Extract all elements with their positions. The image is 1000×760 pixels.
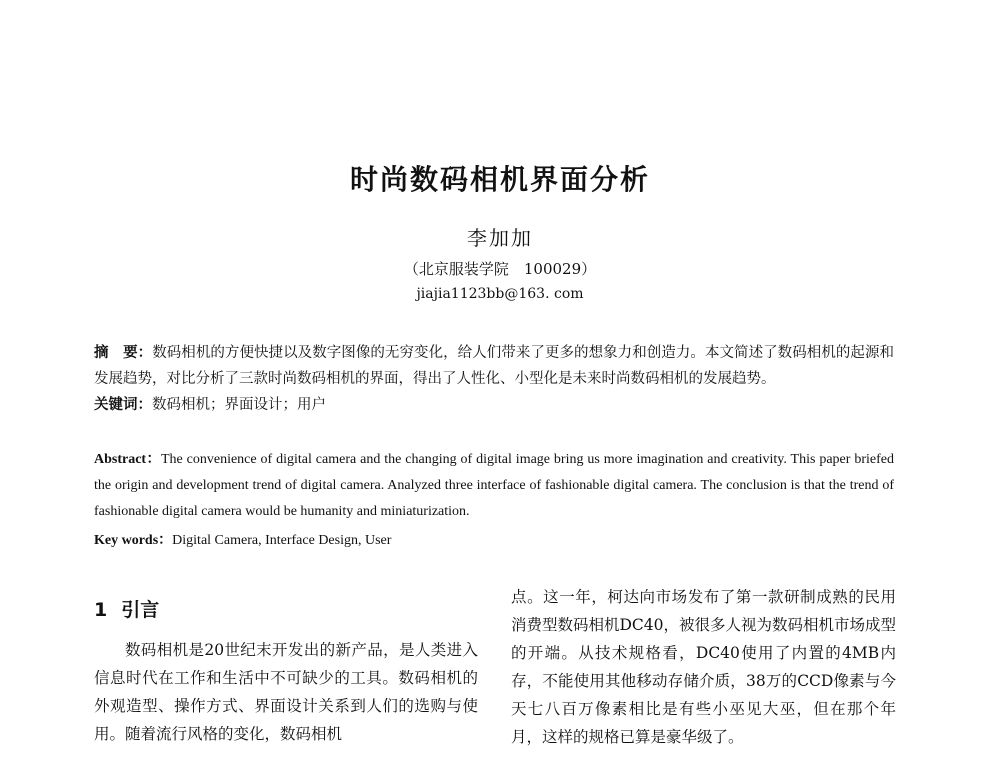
abstract-cn-text: 数码相机的方便快捷以及数字图像的无穷变化，给人们带来了更多的想象力和创造力。本文简述了数码相机的起源和发展趋势，对比分析了三款时尚数码相机的界面，得出了人性化、小型化是未来时尚数码相机的发展趋势。 — [94, 345, 894, 387]
section-heading — [94, 595, 159, 622]
body-column-left — [94, 636, 478, 748]
keywords-en-label: Key words： — [94, 533, 173, 548]
section-number: 1 — [94, 599, 108, 621]
abstract-en — [94, 447, 894, 525]
abstract-cn — [94, 340, 894, 392]
keywords-cn-text: 数码相机；界面设计；用户 — [152, 397, 326, 413]
keywords-cn — [94, 392, 894, 418]
body-column-right — [511, 583, 896, 751]
abstract-en-label: Abstract： — [94, 452, 161, 467]
keywords-en — [94, 528, 894, 554]
author-email: jiajia1123bb@163. com — [416, 286, 584, 302]
keywords-cn-label: 关键词： — [94, 396, 152, 413]
abstract-en-text: The convenience of digital camera and the changing of digital image bring us more imagination and creativity. This paper briefed the origin and development trend of digital camera. Analyzed three interface of fashionable digital camera. The conclusion is that the trend of fashionable digital camera would be humanity and miniaturization. — [94, 452, 894, 519]
chinese-abstract-block — [94, 340, 894, 418]
body-paragraph-left: 数码相机是20世纪末开发出的新产品，是人类进入信息时代在工作和生活中不可缺少的工具。数码相机的外观造型、操作方式、界面设计关系到人们的选购与使用。随着流行风格的变化，数码相机 — [94, 641, 478, 743]
body-paragraph-right: 点。这一年，柯达向市场发布了第一款研制成熟的民用消费型数码相机DC40，被很多人视为数码相机市场成型的开端。从技术规格看，DC40使用了内置的4MB内存，不能使用其他移动存储介质，38万的CCD像素与今天七八百万像素相比是有些小巫见大巫，但在那个年月，这样的规格已算是豪华级了。 — [511, 588, 897, 746]
author-name: 李加加 — [467, 226, 533, 250]
paper-title: 时尚数码相机界面分析 — [349, 163, 650, 196]
author-affiliation: （北京服装学院 100029） — [403, 260, 597, 278]
section-title: 引言 — [121, 599, 160, 621]
keywords-en-text: Digital Camera, Interface Design, User — [172, 533, 392, 548]
abstract-cn-label: 摘 要： — [94, 344, 153, 361]
